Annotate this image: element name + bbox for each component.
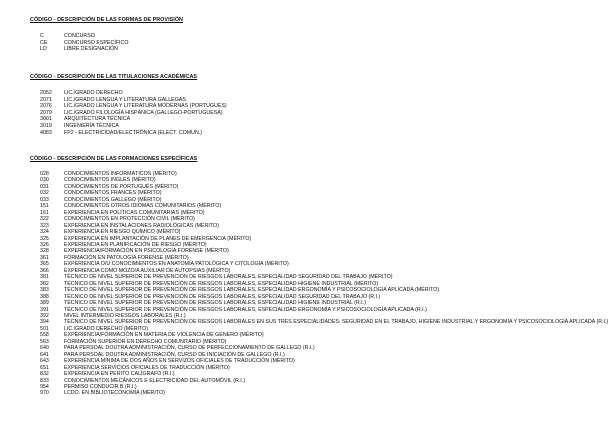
item-description: CONOCIMIENTOS EN PROTECCIÓN CIVIL (MÉRITO) bbox=[64, 216, 195, 223]
code-list bbox=[30, 171, 610, 397]
item-code: 382 bbox=[40, 280, 49, 287]
list-item bbox=[30, 33, 610, 40]
code-list bbox=[30, 33, 610, 53]
item-code: 033 bbox=[40, 196, 49, 203]
section-formas-provision bbox=[30, 17, 610, 53]
item-code: 2071 bbox=[40, 96, 52, 103]
section-titulaciones bbox=[30, 74, 610, 136]
item-code: 2079 bbox=[40, 109, 52, 116]
item-code: 2052 bbox=[40, 90, 52, 96]
item-description: LIC./GRADO DERECHO (MÉRITO) bbox=[64, 325, 149, 332]
item-description: CONOCIMIENTOS INFORMÁTICOS (MÉRITO) bbox=[64, 171, 177, 177]
item-description: TÉCNICO DE NIVEL SUPERIOR DE PREVENCIÓN DE RIESGOS LABORALES, ESPECIALIDAD SEGURIDAD DEL TRABAJO (MÉRITO) bbox=[64, 274, 393, 281]
item-code: 328 bbox=[40, 248, 49, 255]
list-item bbox=[30, 116, 610, 123]
item-description: EXPERIENCIA EN INSTALACIONES RADIOLÓGICAS (MÉRITO) bbox=[64, 222, 219, 229]
item-code: 323 bbox=[40, 222, 49, 229]
item-description: EXPERIENCIA EN PERITO CALÍGRAFO (R.I.) bbox=[64, 371, 175, 378]
item-description: CONOCIMIENTOS FRANCÉS (MÉRITO) bbox=[64, 190, 162, 197]
item-code: 032 bbox=[40, 190, 49, 197]
item-code: C bbox=[40, 33, 44, 39]
item-code: 383 bbox=[40, 287, 49, 294]
item-description: TÉCNICO DE NIVEL SUPERIOR DE PREVENCIÓN DE RIESGOS LABORALES, ESPECIALIDAD ERGONOMÍA Y PSICOSOCIOLOGÍA APLICADA (MÉRITO) bbox=[64, 287, 440, 294]
item-description: EXPERIENCIA EN PLANIFICACIÓN DE RIESGO (MÉRITO) bbox=[64, 241, 207, 248]
item-code: 640 bbox=[40, 345, 49, 352]
item-description: PARA PERSOAL DOUTRA ADMINISTRACIÓN, CURSO DE INICIACIÓN DE GALLEGO (R.I.) bbox=[64, 351, 285, 358]
item-code: 325 bbox=[40, 235, 49, 242]
item-code: 388 bbox=[40, 293, 49, 300]
item-code: 361 bbox=[40, 254, 49, 261]
item-description: CONOCIMIENTOS GALLEGO (MÉRITO) bbox=[64, 196, 162, 203]
item-description: CONOCIMIENTOS INGLÉS (MÉRITO) bbox=[64, 177, 156, 184]
item-code: 392 bbox=[40, 312, 49, 319]
item-code: 326 bbox=[40, 241, 49, 248]
item-description: EXPERIENCIA COMO MOZO/A AUXILIAR DE AUTOPSIAS (MÉRITO) bbox=[64, 267, 231, 274]
item-description: ARQUITECTURA TÉCNICA bbox=[64, 116, 131, 123]
item-code: 028 bbox=[40, 171, 49, 177]
item-description: EXPERIENCIA/FORMACIÓN EN PSICOLOGÍA FORENSE (MÉRITO) bbox=[64, 248, 229, 255]
item-description: CONOCIMIENTOS OTROS IDIOMAS COMUNITARIOS (MÉRITO) bbox=[64, 203, 222, 210]
item-description: TÉCNICO DE NIVEL SUPERIOR DE PREVENCIÓN DE RIESGOS LABORALES, ESPECIALIDAD HIGIENE INDUSTRIAL (R.I.) bbox=[64, 300, 366, 307]
item-code: 322 bbox=[40, 216, 49, 223]
item-code: 643 bbox=[40, 358, 49, 365]
item-description: CONOCIMIENTOS DE PORTUGUÉS (MÉRITO) bbox=[64, 183, 179, 190]
item-description: EXPERIENCIA EN POLÍTICAS COMUNITARIAS (MÉRITO) bbox=[64, 209, 205, 216]
item-code: 151 bbox=[40, 203, 49, 210]
item-code: 031 bbox=[40, 183, 49, 190]
item-description: EXPERIENCIA EN RIESGO QUÍMICO (MÉRITO) bbox=[64, 229, 181, 236]
item-description: EXPERIENCIA EN IMPLANTACIÓN DE PLANES DE EMERGENCIA (MÉRITO) bbox=[64, 235, 252, 242]
list-item bbox=[30, 103, 610, 110]
item-description: PARA PERSOAL DOUTRA ADMINISTRACIÓN, CURSO DE PERFECCIONAMIENTO DE GALLEGO (R.I.) bbox=[64, 345, 315, 352]
item-description: LIBRE DESIGNACIÓN bbox=[64, 46, 118, 53]
item-code: 394 bbox=[40, 319, 49, 326]
item-description: LCDO. EN BIBLIOTECONOMÍA (MÉRITO) bbox=[64, 390, 165, 397]
item-code: 161 bbox=[40, 209, 49, 216]
item-description: INGENIERÍA TÉCNICA bbox=[64, 122, 119, 129]
item-code: 4083 bbox=[40, 129, 52, 136]
item-code: LD bbox=[40, 46, 47, 53]
item-description: CONCURSO ESPECÍFICO bbox=[64, 39, 129, 46]
item-code: 832 bbox=[40, 371, 49, 378]
item-description: CONOCIMIENTOS MECÁNICOS E ELECTRICIDAD DEL AUTOMÓVIL (R.I.) bbox=[64, 377, 246, 384]
item-code: 365 bbox=[40, 261, 49, 268]
item-code: 324 bbox=[40, 229, 49, 236]
item-description: EXPERIENCIA MÍNIMA DE DOS AÑOS EN SERVIZOS OFICIALES DE TRADUCCIÓN (MÉRITO) bbox=[64, 358, 295, 365]
item-description: PERMISO CONDUCIR B (R.I.) bbox=[64, 383, 137, 390]
item-code: 366 bbox=[40, 267, 49, 274]
item-code: 563 bbox=[40, 338, 49, 345]
item-description: LIC./GRADO LENGUA Y LITERATURA MODERNAS (PORTUGUÉS) bbox=[64, 103, 227, 110]
item-description: TÉCNICO DE NIVEL SUPERIOR DE PREVENCIÓN DE RIESGOS LABORALES, ESPECIALIDAD ERGONOMÍA Y PSICOSOCIOLOGÍA APLICADA (R.I.) bbox=[64, 306, 427, 313]
item-description: CONCURSO bbox=[64, 33, 95, 39]
item-code: 3019 bbox=[40, 122, 52, 129]
section-formaciones bbox=[30, 156, 610, 397]
item-description: FORMACIÓN SUPERIOR EN DERECHO COMUNITARIO (MÉRITO) bbox=[64, 338, 227, 345]
item-description: EXPERIENCIA O/U CONOCIMIENTOS EN ANATOMÍA PATOLÓGICA Y CITOLOGÍA (MÉRITO) bbox=[64, 261, 289, 268]
item-code: 651 bbox=[40, 364, 49, 371]
item-code: 381 bbox=[40, 274, 49, 281]
item-description: TÉCNICO DE NIVEL SUPERIOR DE PREVENCIÓN DE RIESGOS LABORALES, ESPECIALIDAD SEGURIDAD DEL TRABAJO (R.I.) bbox=[64, 293, 381, 300]
item-code: 833 bbox=[40, 377, 49, 384]
item-code: 2076 bbox=[40, 103, 52, 110]
item-code: 391 bbox=[40, 306, 49, 313]
list-item bbox=[30, 123, 610, 130]
item-description: LIC./GRADO LENGUA Y LITERATURA GALLEGAS bbox=[64, 96, 186, 103]
item-description: TÉCNICO DE NIVEL SUPERIOR DE PREVENCIÓN DE RIESGOS LABORALES EN SUS TRES ESPECIALIDADES: SEGURIDAD EN EL TRABAJO, HIGIENE INDUSTRIAL Y ERGONOMÍA Y PSICOSOCIOLOGÍA APLICADA (R.I.) bbox=[64, 319, 609, 326]
item-code: 3001 bbox=[40, 116, 52, 123]
list-item bbox=[30, 90, 610, 97]
item-description: FORMACIÓN EN PATOLOGÍA FORENSE (MÉRITO) bbox=[64, 254, 189, 261]
section-heading: CÓDIGO - DESCRIPCIÓN DE LAS FORMAS DE PROVISIÓN bbox=[30, 17, 184, 23]
item-code: 501 bbox=[40, 325, 49, 332]
item-code: 954 bbox=[40, 383, 49, 390]
section-heading: CÓDIGO - DESCRIPCIÓN DE LAS FORMACIONES ESPECÍFICAS bbox=[30, 156, 198, 162]
item-code: 970 bbox=[40, 390, 49, 397]
item-code: CE bbox=[40, 39, 48, 46]
item-code: 030 bbox=[40, 177, 49, 184]
item-code: 389 bbox=[40, 300, 49, 307]
item-code: 641 bbox=[40, 351, 49, 358]
section-heading: CÓDIGO - DESCRIPCIÓN DE LAS TITULACIONES ACADÉMICAS bbox=[30, 74, 198, 80]
list-item bbox=[30, 130, 610, 137]
item-description: LIC./GRADO DERECHO bbox=[64, 90, 123, 96]
item-description: EXPERIENCIA SERVICIOS OFICIALES DE TRADUCCIÓN (MÉRITO) bbox=[64, 364, 230, 371]
item-description: TÉCNICO DE NIVEL SUPERIOR DE PREVENCIÓN DE RIESGOS LABORALES, ESPECIALIDAD HIGIENE INDUSTRIAL (MÉRITO) bbox=[64, 280, 379, 287]
list-item bbox=[30, 390, 610, 396]
code-list bbox=[30, 90, 610, 136]
item-description: EXPERIENCIA/FORMACIÓN EN MATERIA DE VIOLENCIA DE GÉNERO (MÉRITO) bbox=[64, 332, 264, 339]
list-item bbox=[30, 46, 610, 53]
item-description: NIVEL INTERMEDIO RIESGOS LABORALES (R.I.) bbox=[64, 312, 186, 319]
item-code: 558 bbox=[40, 332, 49, 339]
item-description: LIC./GRADO FILOLOGÍA HISPÁNICA (GALLEGO-PORTUGUESA) bbox=[64, 109, 223, 116]
item-description: FP2 - ELECTRICIDAD/ELECTRÓNICA (ELECT. COMUN.) bbox=[64, 129, 203, 136]
